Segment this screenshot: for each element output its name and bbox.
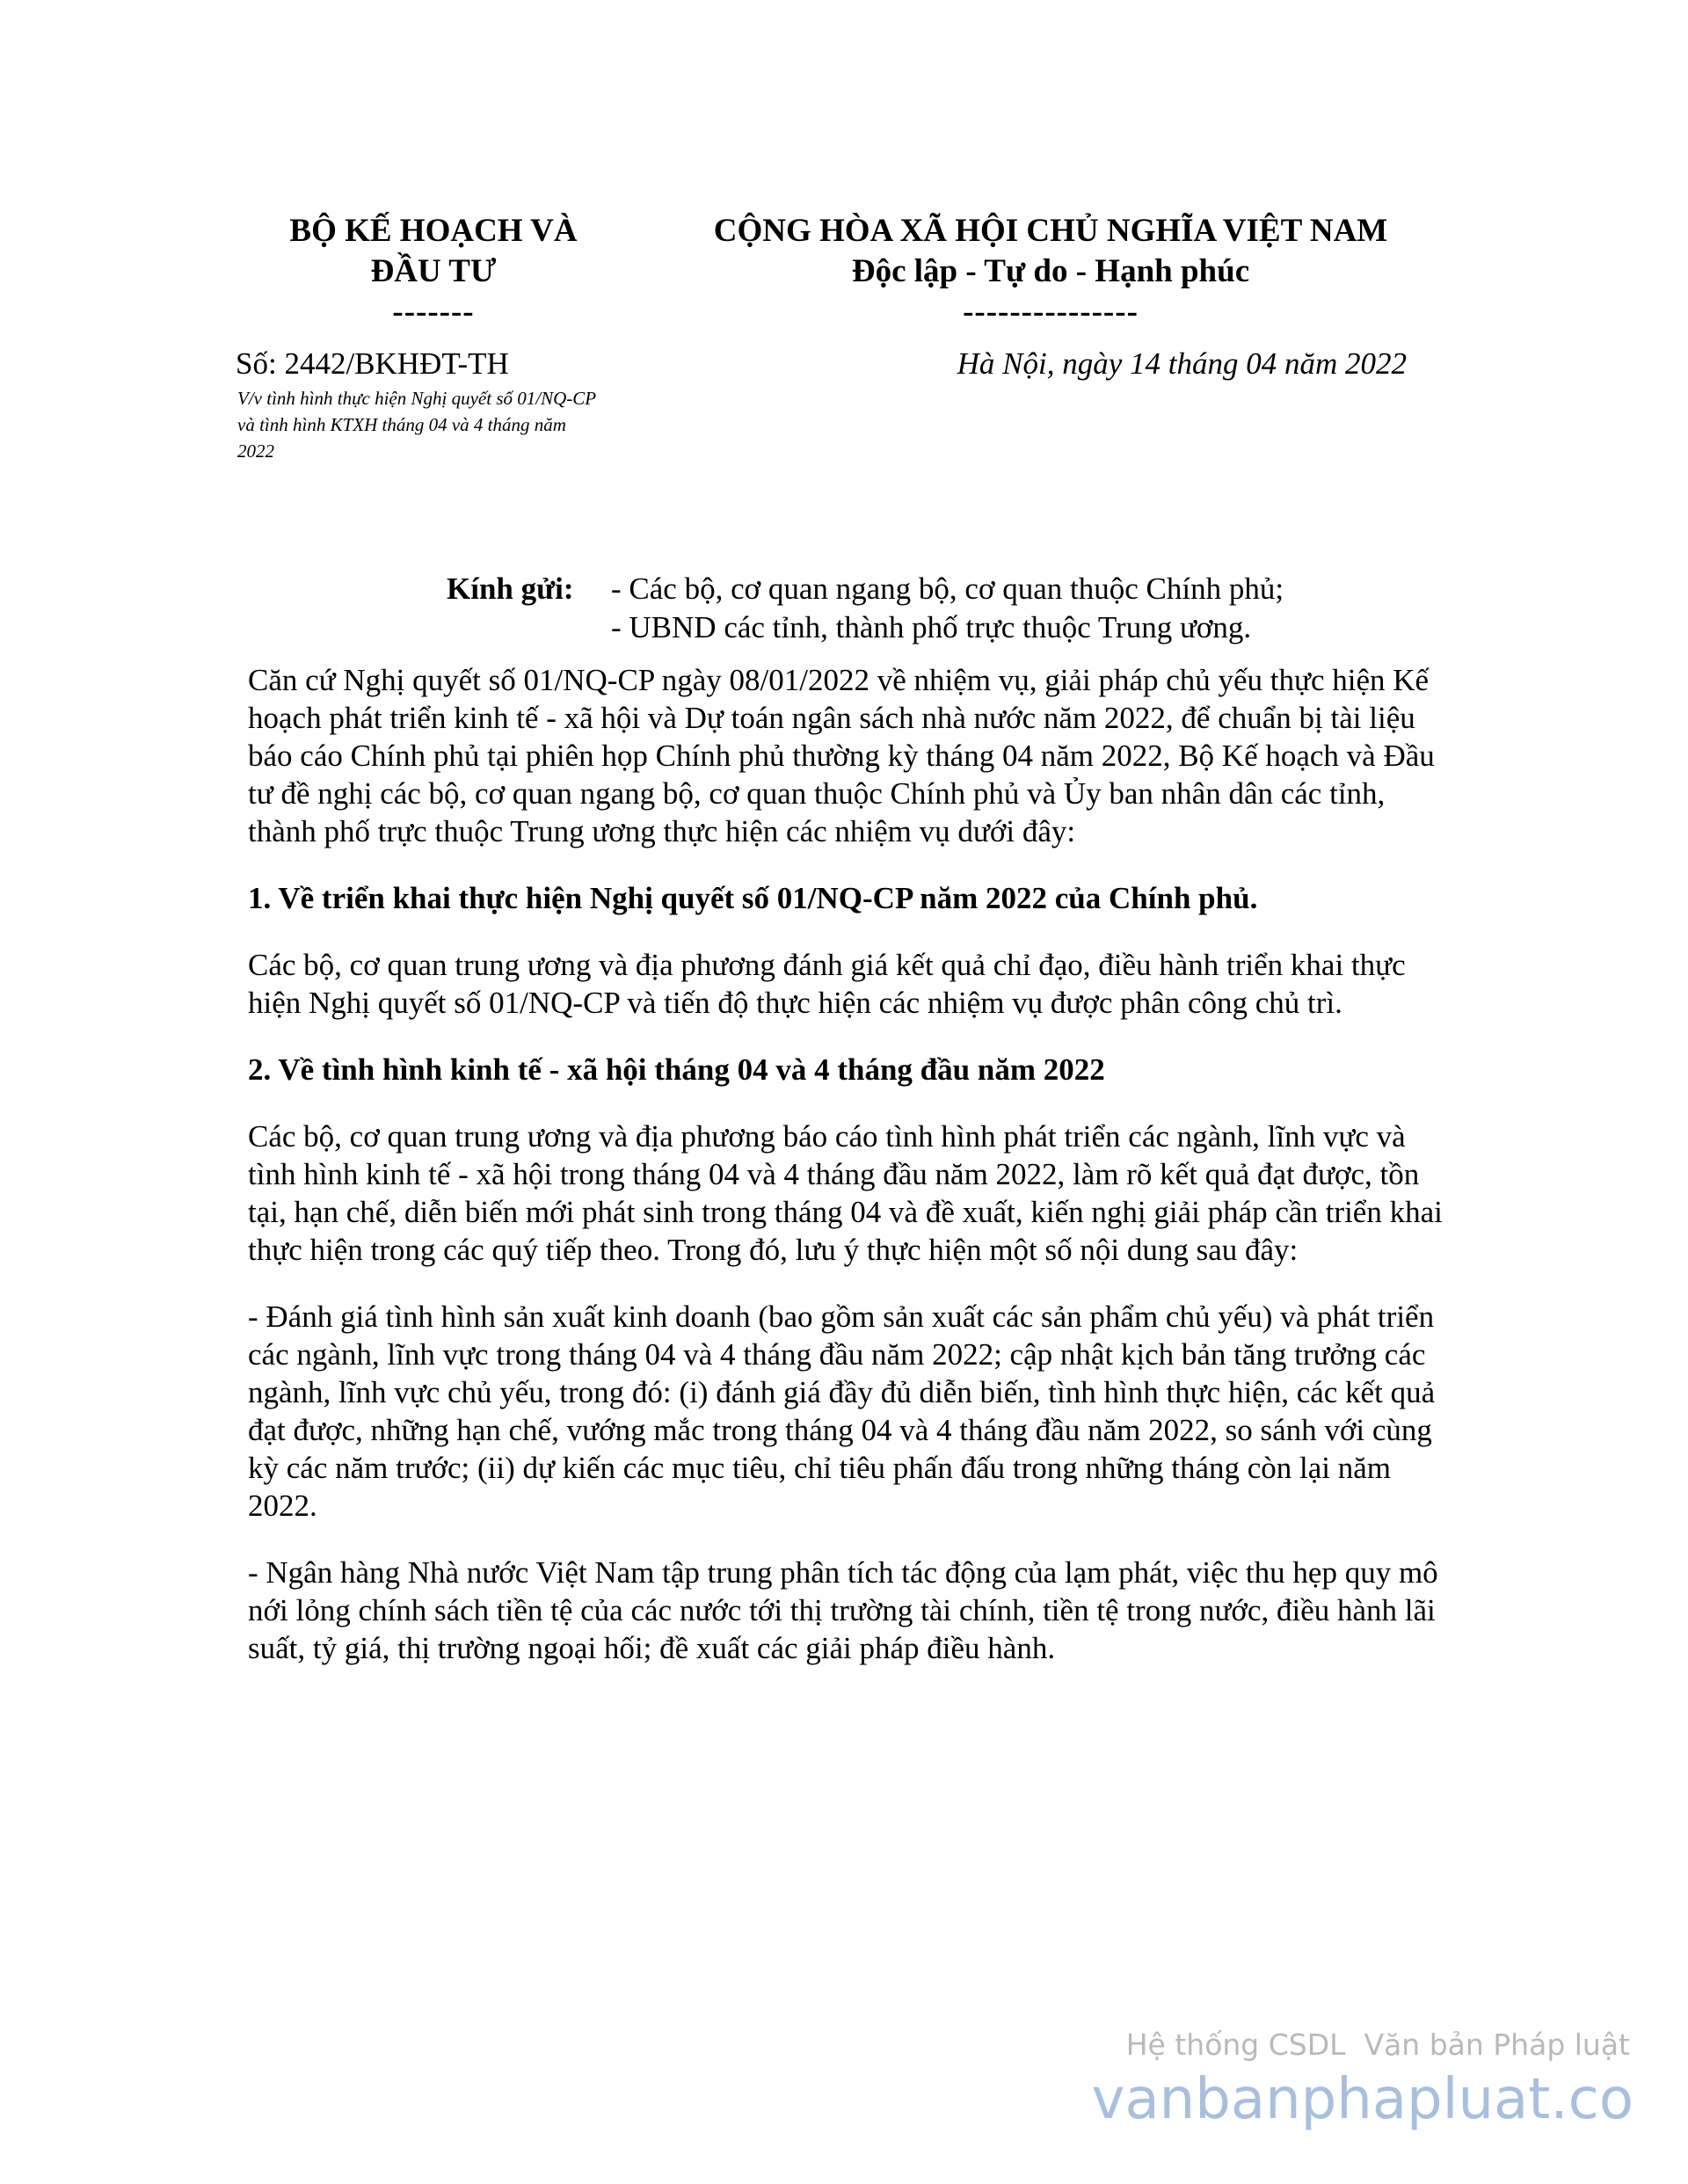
section-2-paragraph: Các bộ, cơ quan trung ương và địa phương báo cáo tình hình phát triển các ngành, lĩnh vực và tình hình kinh tế - xã hội trong tháng 04 và 4 tháng đầu năm 2022, làm rõ kết quả đạt được, tồn tại, hạn chế, diễn biến mới phát sinh trong tháng 04 và đề xuất, kiến nghị giải pháp cần triển khai thực hiện trong các quý tiếp theo. Trong đó, lưu ý thực hiện một số nội dung sau đây:	[248, 1119, 1443, 1267]
place-date: Hà Nội, ngày 14 tháng 04 năm 2022	[957, 346, 1407, 381]
section-heading-2: 2. Về tình hình kinh tế - xã hội tháng 04 và 4 tháng đầu năm 2022	[248, 1052, 1105, 1087]
watermark-site: vanbanphapluat.co	[1091, 2067, 1633, 2132]
document-number: Số: 2442/BKHĐT-TH	[236, 346, 509, 381]
national-motto: Độc lập - Tự do - Hạnh phúc	[851, 253, 1250, 289]
document-body	[248, 661, 1444, 1667]
recipient-item: - UBND các tỉnh, thành phố trực thuộc Trung ương.	[611, 610, 1252, 644]
section-heading-1: 1. Về triển khai thực hiện Nghị quyết số 01/NQ-CP năm 2022 của Chính phủ.	[248, 881, 1258, 915]
org-name-line2: ĐẦU TƯ	[370, 253, 497, 289]
issuing-organization	[236, 211, 631, 332]
motto-divider: ---------------	[963, 294, 1139, 330]
bullet-item: - Ngân hàng Nhà nước Việt Nam tập trung phân tích tác động của lạm phát, việc thu hẹp quy mô nới lỏng chính sách tiền tệ của các nước tới thị trường tài chính, tiền tệ trong nước, điều hành lãi suất, tỷ giá, thị trường ngoại hối; đề xuất các giải pháp điều hành.	[248, 1555, 1438, 1665]
org-divider: -------	[392, 294, 475, 330]
recipient-item: - Các bộ, cơ quan ngang bộ, cơ quan thuộc Chính phủ;	[611, 571, 1284, 606]
section-1-paragraph: Các bộ, cơ quan trung ương và địa phương đánh giá kết quả chỉ đạo, điều hành triển khai thực hiện Nghị quyết số 01/NQ-CP và tiến độ thực hiện các nhiệm vụ được phân công chủ trì.	[248, 948, 1406, 1020]
watermark-caption: Hệ thống CSDL Văn bản Pháp luật	[1125, 2027, 1630, 2062]
recipients-label: Kính gửi:	[447, 571, 574, 606]
intro-paragraph: Căn cứ Nghị quyết số 01/NQ-CP ngày 08/01/2022 về nhiệm vụ, giải pháp chủ yếu thực hiện Kế hoạch phát triển kinh tế - xã hội và Dự toán ngân sách nhà nước năm 2022, để chuẩn bị tài liệu báo cáo Chính phủ tại phiên họp Chính phủ thường kỳ tháng 04 năm 2022, Bộ Kế hoạch và Đầu tư đề nghị các bộ, cơ quan ngang bộ, cơ quan thuộc Chính phủ và Ủy ban nhân dân các tỉnh, thành phố trực thuộc Trung ương thực hiện các nhiệm vụ dưới đây:	[248, 663, 1435, 848]
country-name: CỘNG HÒA XÃ HỘI CHỦ NGHĨA VIỆT NAM	[713, 213, 1388, 249]
national-title	[642, 211, 1459, 332]
document-subject: V/v tình hình thực hiện Nghị quyết số 01/NQ-CP và tình hình KTXH tháng 04 và 4 tháng năm 2022	[237, 388, 596, 462]
org-name-line1: BỘ KẾ HOẠCH VÀ	[289, 213, 578, 249]
recipients-list	[611, 570, 1490, 647]
bullet-item: - Đánh giá tình hình sản xuất kinh doanh (bao gồm sản xuất các sản phẩm chủ yếu) và phát triển các ngành, lĩnh vực trong tháng 04 và 4 tháng đầu năm 2022; cập nhật kịch bản tăng trưởng các ngành, lĩnh vực chủ yếu, trong đó: (i) đánh giá đầy đủ diễn biến, tình hình thực hiện, các kết quả đạt được, những hạn chế, vướng mắc trong tháng 04 và 4 tháng đầu năm 2022, so sánh với cùng kỳ các năm trước; (ii) dự kiến các mục tiêu, chỉ tiêu phấn đấu trong những tháng còn lại năm 2022.	[248, 1299, 1436, 1523]
